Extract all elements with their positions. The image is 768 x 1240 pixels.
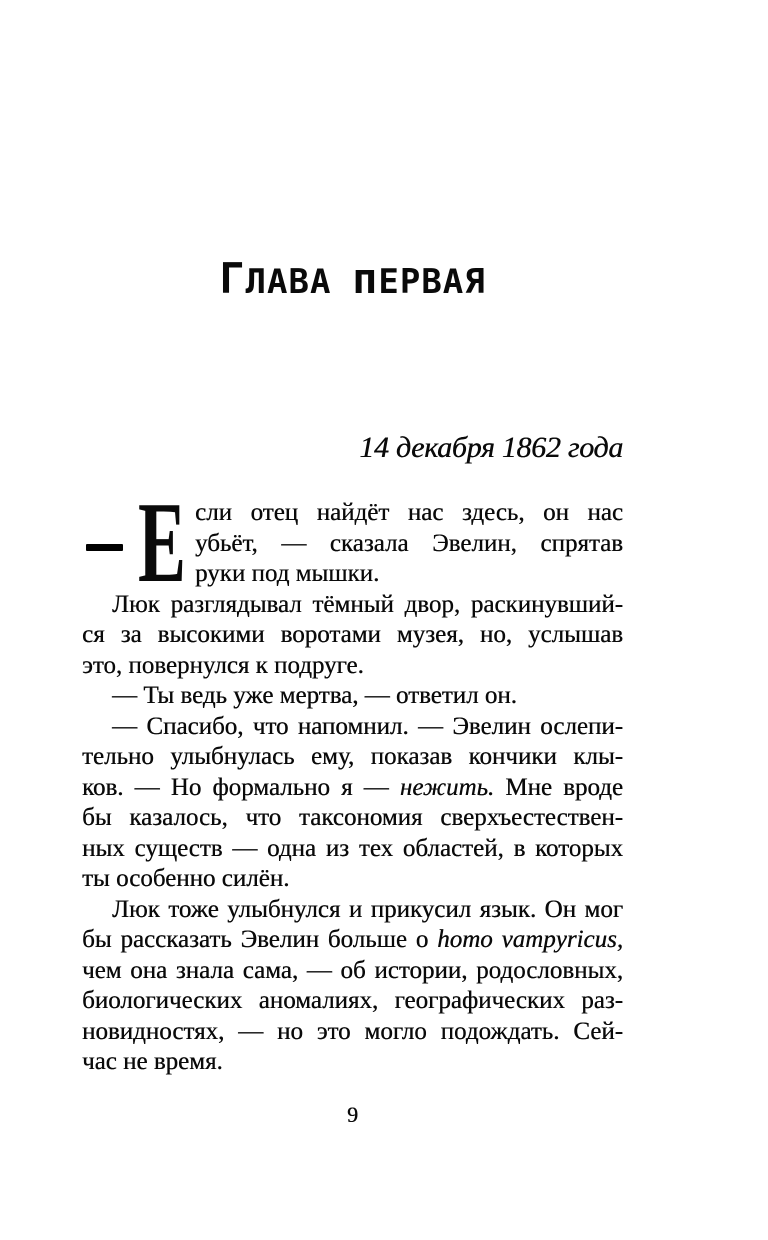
italic-text-run: нежить.: [399, 773, 495, 801]
text-line: [82, 773, 623, 804]
text-line: убьёт, — сказала Эвелин, спрятав: [195, 529, 623, 557]
text-line: новидностях, — но это могло подождать. Сей-: [82, 1017, 623, 1045]
text-run: Мне вроде: [494, 773, 623, 801]
text-line: биологических аномалиях, географических раз-: [82, 987, 623, 1014]
italic-text-run: homo vampyricus,: [437, 926, 623, 953]
title-word: [352, 254, 486, 303]
text-line: [82, 925, 623, 956]
chapter-title: [82, 256, 623, 311]
text-line: сли отец найдёт нас здесь, он нас: [195, 499, 623, 526]
text-line: чем она знала сама, — об истории, родословных,: [82, 956, 623, 984]
text-run: бы рассказать Эвелин больше о: [82, 926, 438, 953]
title-word-initial: Г: [219, 254, 246, 303]
text-line: бы казалось, что таксономия сверхъестествен-: [82, 804, 623, 831]
title-word-rest: ЕРВАЯ: [378, 262, 486, 302]
em-dash-icon: [86, 544, 123, 551]
drop-cap: Е: [138, 479, 186, 607]
text-line: — Спасибо, что напомнил. — Эвелин ослепи-: [112, 712, 623, 740]
paragraph-4: [82, 712, 623, 895]
body-text: [82, 479, 623, 1078]
text-line: ты особенно силён.: [82, 865, 290, 892]
title-word-rest: ЛАВА: [245, 262, 332, 302]
paragraph-3: [82, 681, 623, 712]
text-line: руки под мышки.: [195, 560, 380, 587]
text-line: — Ты ведь уже мертва, — ответил он.: [112, 682, 517, 709]
text-line: тельно улыбнулась ему, показав кончики клы-: [82, 743, 623, 770]
text-line: Люк тоже улыбнулся и прикусил язык. Он мог: [112, 895, 623, 923]
text-line: это, повернулся к подруге.: [82, 651, 364, 679]
title-word: [219, 254, 332, 303]
text-run: ков. — Но формально я —: [82, 773, 400, 801]
title-word-initial: п: [352, 254, 379, 303]
text-line: час не время.: [82, 1048, 223, 1075]
page-number: 9: [347, 1102, 358, 1127]
date-line: 14 декабря 1862 года: [359, 431, 623, 464]
text-line: ных существ — одна из тех областей, в которых: [82, 834, 623, 862]
paragraph-5: [82, 895, 623, 1078]
text-line: Люк разглядывал тёмный двор, раскинувший-: [112, 590, 623, 618]
text-line: ся за высокими воротами музея, но, услышав: [82, 621, 623, 648]
